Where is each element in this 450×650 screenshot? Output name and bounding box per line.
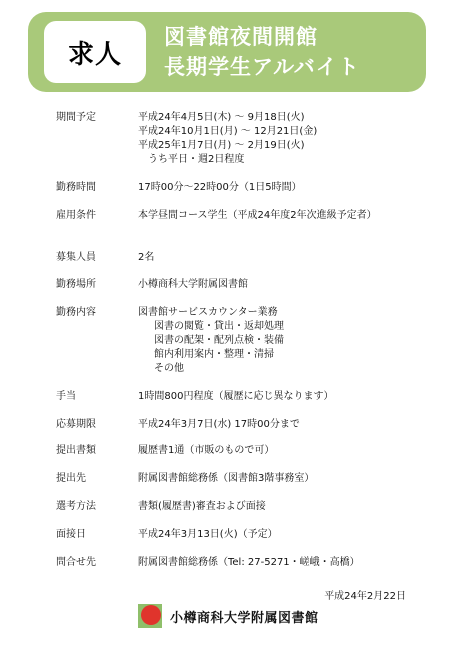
period-line: 平成25年1月7日(月) ～ 2月19日(火): [138, 140, 305, 151]
hours-value: 17時00分～22時00分（1日5時間）: [138, 182, 302, 193]
duty-line: 図書館サービスカウンター業務: [138, 307, 278, 318]
duty-line: 館内利用案内・整理・清掃: [154, 349, 274, 360]
duty-line: 図書の配架・配列点検・装備: [154, 335, 284, 346]
duty-line: その他: [154, 363, 184, 374]
library-logo-icon: [138, 604, 162, 628]
pay-value: 1時間800円程度（履歴に応じ異なります）: [138, 391, 334, 402]
period-note: うち平日・週2日程度: [148, 154, 245, 165]
submit-to-label: 提出先: [56, 473, 86, 484]
recruits-value: 2名: [138, 252, 155, 263]
submit-to-value: 附属図書館総務係（図書館3階事務室）: [138, 473, 315, 484]
interview-value: 平成24年3月13日(火)（予定）: [138, 529, 278, 540]
issue-date: 平成24年2月22日: [324, 591, 406, 602]
contact-value: 附属図書館総務係（Tel: 27-5271・嵯峨・高橋）: [138, 557, 360, 568]
pay-label: 手当: [56, 391, 76, 402]
period-line: 平成24年4月5日(木) ～ 9月18日(火): [138, 112, 305, 123]
conditions-value: 本学昼間コース学生（平成24年度2年次進級予定者）: [138, 210, 377, 221]
documents-label: 提出書類: [56, 445, 96, 456]
deadline-value: 平成24年3月7日(水) 17時00分まで: [138, 419, 300, 430]
interview-label: 面接日: [56, 529, 86, 540]
duties-label: 勤務内容: [56, 307, 96, 318]
period-label: 期間予定: [56, 112, 96, 123]
title-line-1: 図書館夜間開館: [164, 25, 318, 49]
recruits-label: 募集人員: [56, 252, 96, 263]
hours-label: 勤務時間: [56, 182, 96, 193]
duty-line: 図書の閲覧・貸出・返却処理: [154, 321, 284, 332]
contact-label: 問合せ先: [56, 557, 96, 568]
title-line-2: 長期学生アルバイト: [164, 55, 360, 79]
duties-value: [138, 306, 438, 376]
recruit-tag: 求人: [44, 21, 146, 83]
selection-value: 書類(履歴書)審査および面接: [138, 501, 266, 512]
documents-value: 履歴書1通（市販のもので可）: [138, 445, 275, 456]
organization-name: 小樽商科大学附属図書館: [170, 610, 319, 626]
location-value: 小樽商科大学附属図書館: [138, 279, 248, 290]
footer: [138, 604, 319, 628]
period-value: [138, 111, 438, 167]
conditions-label: 雇用条件: [56, 210, 96, 221]
selection-label: 選考方法: [56, 501, 96, 512]
period-line: 平成24年10月1日(月) ～ 12月21日(金): [138, 126, 318, 137]
location-label: 勤務場所: [56, 279, 96, 290]
deadline-label: 応募期限: [56, 419, 96, 430]
